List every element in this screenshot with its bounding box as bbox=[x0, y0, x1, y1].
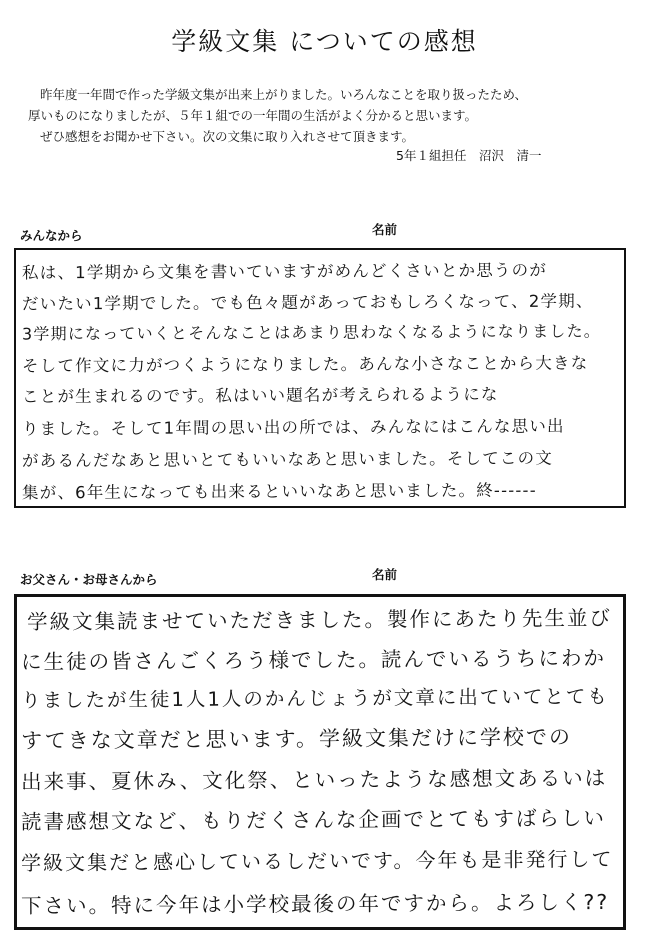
page-title: 学級文集 についての感想 bbox=[171, 27, 478, 56]
students-comment-box bbox=[14, 248, 626, 508]
handwritten-line: ことが生まれるのです。私はいい題名が考えられるようにな bbox=[21, 384, 499, 407]
intro-line: ぜひ感想をお聞かせ下さい。次の文集に取り入れさせて頂きます。 bbox=[40, 129, 415, 144]
handwritten-line: に生徒の皆さんごくろう様でした。読んでいるうちにわか bbox=[20, 645, 607, 675]
handwritten-line: 私は、1学期から文集を書いていますがめんどくさいとか思うのが bbox=[21, 260, 548, 283]
handwritten-line: だいたい1学期でした。でも色々題があっておもしろくなって、2学期、 bbox=[21, 291, 594, 314]
students-section-label: みんなから bbox=[20, 228, 83, 243]
intro-line: 厚いものになりましたが、５年１組での一年間の生活がよく分かると思います。 bbox=[28, 108, 478, 123]
handwritten-line: 集が、6年生になっても出来るといいなあと思いました。終------ bbox=[21, 480, 537, 503]
handwritten-line: 出来事、夏休み、文化祭、といったような感想文あるいは bbox=[20, 765, 608, 795]
handwritten-line: 学級文集だと感心しているしだいです。今年も是非発行して bbox=[20, 846, 614, 876]
handwritten-line: そして作文に力がつくようになりました。あんな小さなことから大きな bbox=[21, 353, 589, 376]
intro-text bbox=[28, 84, 630, 147]
students-name-label: 名前 bbox=[372, 222, 398, 237]
handwritten-line: りました。そして1年間の思い出の所では、みんなにはこんな思い出 bbox=[21, 416, 565, 439]
teacher-signature: 5年１組担任 沼沢 清一 bbox=[396, 148, 542, 163]
parents-name-label: 名前 bbox=[372, 567, 398, 582]
handwritten-line: 3学期になっていくとそんなことはあまり思わなくなるようになりました。 bbox=[21, 321, 602, 344]
handwritten-line: すてきな文章だと思います。学級文集だけに学校での bbox=[20, 725, 573, 753]
parents-comment-box bbox=[14, 594, 626, 930]
parents-section-label: お父さん・お母さんから bbox=[20, 572, 158, 587]
intro-line: 昨年度一年間で作った学級文集が出来上がりました。いろんなことを取り扱ったため、 bbox=[40, 87, 528, 102]
handwritten-line: があるんだなあと思いとてもいいなあと思いました。そしてこの文 bbox=[21, 448, 554, 471]
handwritten-line: 学級文集読ませていただきました。製作にあたり先生並び bbox=[26, 605, 613, 635]
handwritten-line: りましたが生徒1人1人のかんじょうが文章に出ていてとても bbox=[20, 684, 609, 713]
handwritten-line: 下さい。特に今年は小学校最後の年ですから。よろしく?? bbox=[20, 889, 610, 919]
handwritten-line: 読書感想文など、もりだくさんな企画でとてもすばらしい bbox=[20, 805, 607, 835]
